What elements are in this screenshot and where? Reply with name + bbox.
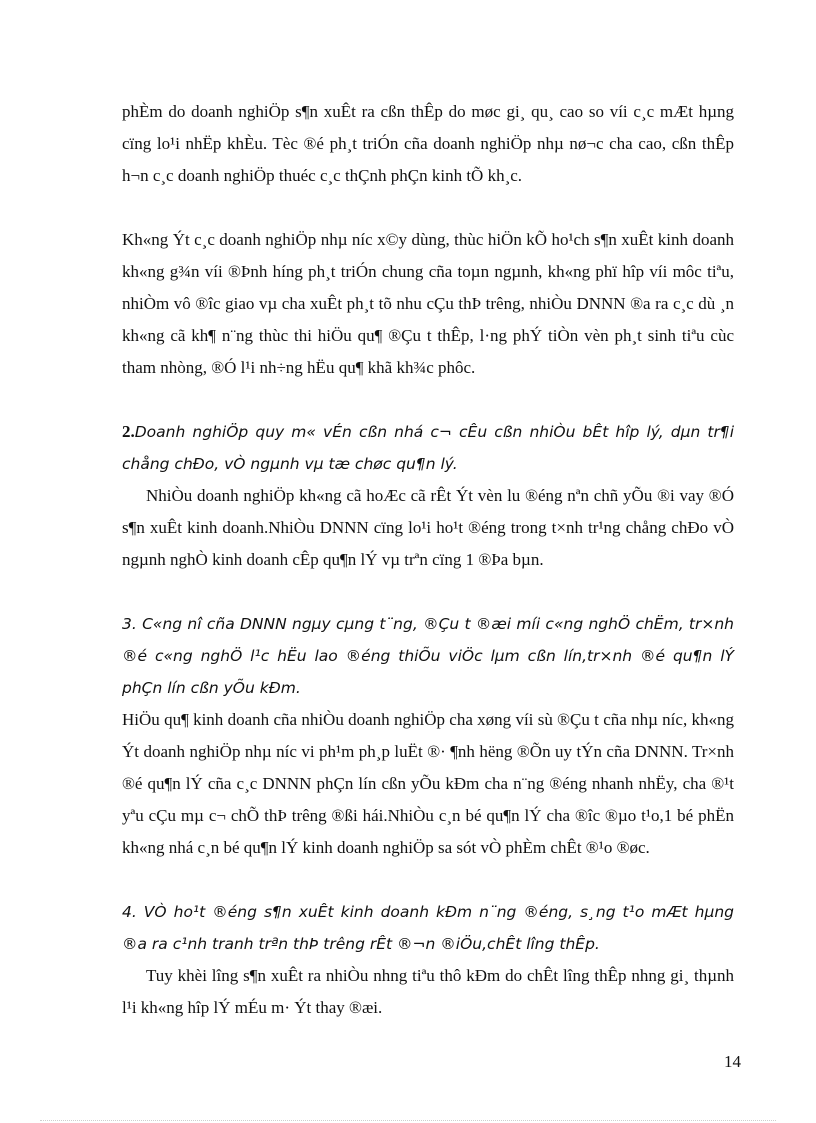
paragraph-7-heading: 4. VÒ ho¹t ®éng s¶n xuÊt kinh doanh kÐm n¨ng ®éng, s¸ng t¹o mÆt hµng ®a ra c¹nh tranh trªn thÞ trêng rÊt ®¬n ®iÖu,chÊt lîng thÊp. [122,903,734,953]
paragraph-2: Kh«ng Ýt c¸c doanh nghiÖp nhµ níc x©y dùng, thùc hiÖn kÕ ho¹ch s¶n xuÊt kinh doanh kh«ng g¾n víi ®Þnh híng ph¸t triÓn chung cña toµn ngµnh, kh«ng phï hîp víi môc tiªu, nhiÒm vô ®îc giao vµ cha xuÊt ph¸t tõ nhu cÇu thÞ trêng, nhiÒu DNNN ®a ra c¸c dù ¸n kh«ng cã kh¶ n¨ng thùc thi hiÖu qu¶ ®Çu t thÊp, l·ng phÝ tiÒn vèn ph¸t sinh tiªu cùc tham nhòng, ®Ó l¹i nh÷ng hËu qu¶ khã kh¾c phôc. [122,230,734,377]
paragraph-4: NhiÒu doanh nghiÖp kh«ng cã hoÆc cã rÊt Ýt vèn lu ®éng nªn chñ yÕu ®i vay ®Ó s¶n xuÊt kinh doanh.NhiÒu DNNN cïng lo¹i ho¹t ®éng trong t×nh tr¹ng chång chÐo vÒ ngµnh nghÒ kinh doanh cÊp qu¶n lÝ vµ trªn cïng 1 ®Þa bµn. [122,486,734,569]
heading-text: Doanh nghiÖp quy m« vÉn cßn nhá c¬ cÊu cßn nhiÒu bÊt hîp lý, dµn tr¶i chång chÐo, vÒ ngµnh vµ tæ chøc qu¶n lý. [122,423,734,473]
footer-divider [40,1120,776,1121]
paragraph-5-heading: 3. C«ng nî cña DNNN ngµy cµng t¨ng, ®Çu t ®æi míi c«ng nghÖ chËm, tr×nh ®é c«ng nghÖ l¹c hËu lao ®éng thiÕu viÖc lµm cßn lín,tr×nh ®é qu¶n lÝ phÇn lín cßn yÕu kÐm. [122,615,734,697]
paragraph-6: HiÖu qu¶ kinh doanh cña nhiÒu doanh nghiÖp cha xøng víi sù ®Çu t cña nhµ níc, kh«ng Ýt doanh nghiÖp nhµ níc vi ph¹m ph¸p luËt ®· ¶nh hëng ®Õn uy tÝn cña DNNN. Tr×nh ®é qu¶n lÝ cña c¸c DNNN phÇn lín cßn yÕu kÐm cha n¨ng ®éng nhanh nhËy, cha ®¹t yªu cÇu mµ c¬ chÕ thÞ trêng ®ßi hái.NhiÒu c¸n bé qu¶n lÝ cha ®îc ®µo t¹o,1 bé phËn kh«ng nhá c¸n bé qu¶n lÝ kinh doanh nghiÖp sa sót vÒ phÈm chÊt ®¹o ®øc. [122,710,734,857]
page-number: 14 [724,1052,741,1071]
paragraph-1: phÈm do doanh nghiÖp s¶n xuÊt ra cßn thÊp do møc gi¸ qu¸ cao so víi c¸c mÆt hµng cïng lo¹i nhËp khÈu. Tèc ®é ph¸t triÓn cña doanh nghiÖp nhµ nø¬c cha cao, cßn thÊp h¬n c¸c doanh nghiÖp thuéc c¸c thÇnh phÇn kinh tÕ kh¸c. [122,102,734,185]
paragraph-3-heading [122,416,734,480]
heading-number: 2. [122,422,135,441]
paragraph-8: Tuy khèi lîng s¶n xuÊt ra nhiÒu nhng tiªu thô kÐm do chÊt lîng thÊp nhng gi¸ thµnh l¹i kh«ng hîp lÝ mÉu m· Ýt thay ®æi. [122,966,734,1017]
